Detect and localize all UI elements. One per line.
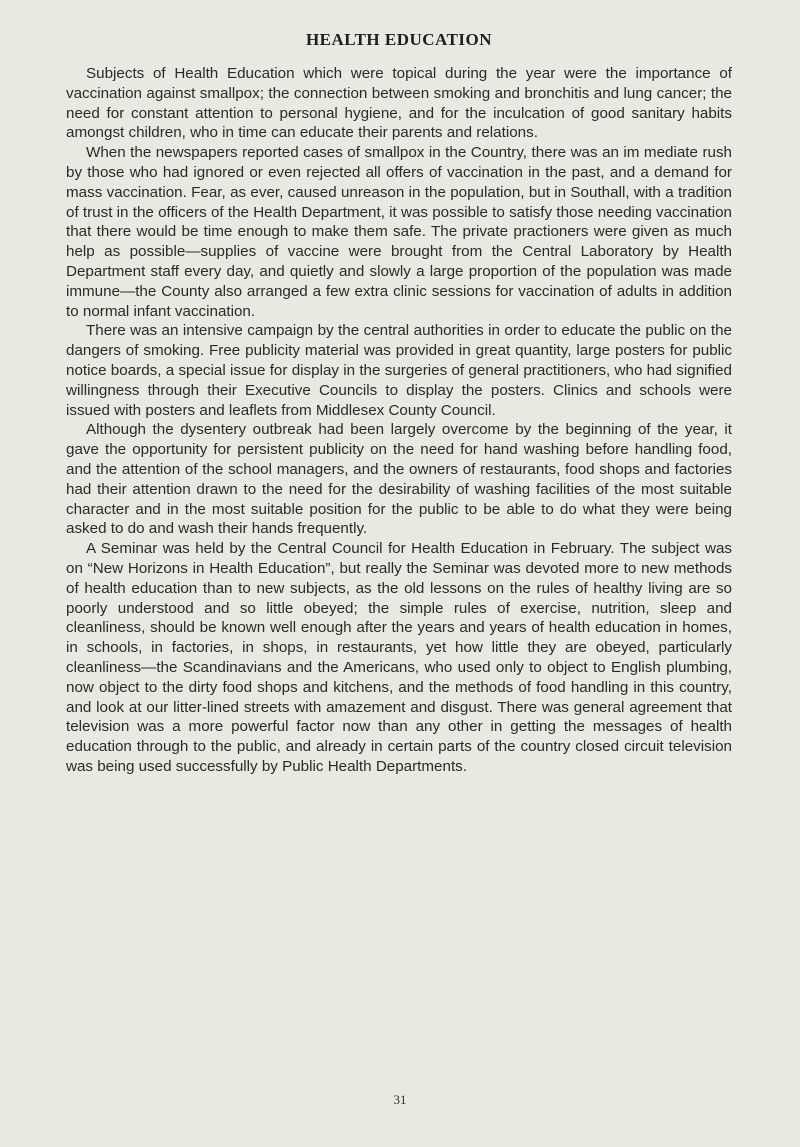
- paragraph-smallpox-vaccination: When the newspapers reported cases of smallpox in the Country, there was an im mediate rush by those who had ignored or even rejected all offers of vaccination in the past, and a demand for mass vaccination. Fear, as ever, caused unreason in the population, but in Southall, with a tradition of trust in the officers of the Health Department, it was possible to satisfy those needing vaccination that there would be time enough to make them safe. The private practioners were given as much help as possible—supplies of vaccine were brought from the Central Laboratory by Health Department staff every day, and quietly and slowly a large proportion of the population was made immune—the County also arranged a few extra clinic sessions for vaccination of adults in addition to normal infant vaccination.: [66, 144, 732, 320]
- document-page: [66, 30, 732, 777]
- page-number: 31: [393, 1092, 407, 1107]
- page-title: HEALTH EDUCATION: [305, 30, 493, 49]
- paragraph-smoking-campaign: There was an intensive campaign by the central authorities in order to educate the public on the dangers of smoking. Free publicity material was provided in great quantity, large posters for public notice boards, a special issue for display in the surgeries of general practitioners, who had signified willingness through their Executive Councils to display the posters. Clinics and schools were issued with posters and leaflets from Middlesex County Council.: [66, 322, 732, 419]
- paragraph-seminar: A Seminar was held by the Central Council for Health Education in February. The subject was on “New Horizons in Health Education”, but really the Seminar was devoted more to new methods of health education than to new subjects, as the old lessons on the rules of healthy living are so poorly understood and so little obeyed; the simple rules of exercise, nutrition, sleep and cleanliness, should be known well enough after the years and years of health education in homes, in schools, in factories, in shops, in restaurants, yet how little they are obeyed, particularly cleanliness—the Scandinavians and the Americans, who used only to object to English plumbing, now object to the dirty food shops and kitchens, and the methods of food handling in this country, and look at our litter-lined streets with amazement and disgust. There was general agreement that television was a more powerful factor now than any other in getting the messages of health education through to the public, and already in certain parts of the country closed circuit television was being used successfully by Public Health Departments.: [66, 540, 732, 775]
- paragraph-dysentery-hand-washing: Although the dysentery outbreak had been largely overcome by the beginning of the year, it gave the opportunity for persistent publicity on the need for hand washing before handling food, and the attention of the school managers, and the owners of restaurants, food shops and factories had their attention drawn to the need for the desirability of washing facilities of the most suitable character and in the most suitable position for the public to be able to do what they were being asked to do and wash their hands frequently.: [66, 421, 732, 538]
- paragraph-smallpox-smoking-hygiene: Subjects of Health Education which were topical during the year were the importance of vaccination against smallpox; the connection between smoking and bronchitis and lung cancer; the need for constant attention to personal hygiene, and for the inculcation of good sanitary habits amongst children, who in time can educate their parents and relations.: [66, 65, 732, 142]
